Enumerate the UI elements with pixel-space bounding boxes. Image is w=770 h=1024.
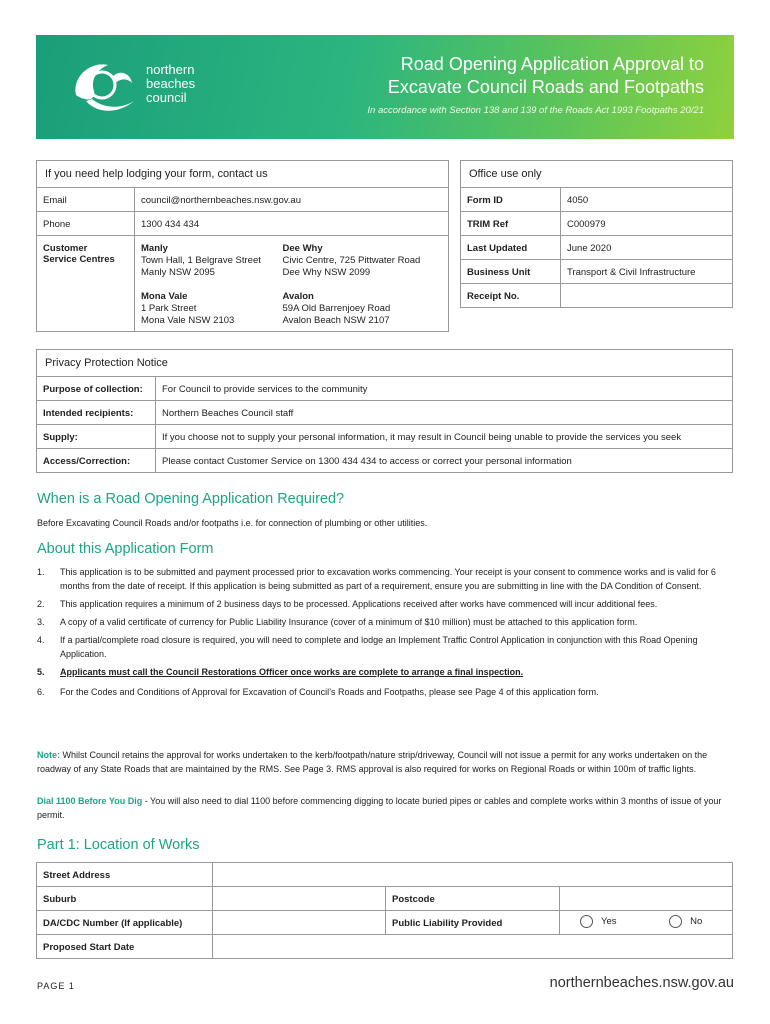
last-updated-value: June 2020 bbox=[561, 236, 733, 260]
help-heading: If you need help lodging your form, contact us bbox=[37, 161, 449, 188]
page-subtitle: In accordance with Section 138 and 139 of the Roads Act 1993 Footpaths 20/21 bbox=[367, 105, 704, 116]
email-label: Email bbox=[37, 188, 135, 212]
page-number: PAGE 1 bbox=[37, 981, 75, 991]
when-text: Before Excavating Council Roads and/or footpaths i.e. for connection of plumbing or other utilities. bbox=[37, 518, 428, 528]
privacy-heading: Privacy Protection Notice bbox=[37, 350, 733, 377]
business-unit-label: Business Unit bbox=[461, 260, 561, 284]
service-centres-right: Dee Why Civic Centre, 725 Pittwater Road Dee Why NSW 2099 Avalon 59A Old Barrenjoey Road Avalon Beach NSW 2107 bbox=[277, 236, 449, 332]
da-cdc-label: DA/CDC Number (If applicable) bbox=[37, 911, 213, 935]
yes-radio[interactable] bbox=[580, 915, 593, 928]
postcode-label: Postcode bbox=[386, 887, 560, 911]
list-item: 5. Applicants must call the Council Restorations Officer once works are complete to arrange a final inspection. bbox=[37, 667, 524, 677]
trim-ref-value: C000979 bbox=[561, 212, 733, 236]
public-liability-options bbox=[560, 911, 733, 935]
about-heading: About this Application Form bbox=[37, 541, 214, 557]
phone-label: Phone bbox=[37, 212, 135, 236]
list-item: 2. This application requires a minimum of 2 business days to be processed. Applications received after works have commenced will incur additional fees. bbox=[37, 599, 658, 609]
receipt-no-field[interactable] bbox=[561, 284, 733, 308]
privacy-recipients-value: Northern Beaches Council staff bbox=[156, 401, 733, 425]
part1-heading: Part 1: Location of Works bbox=[37, 837, 200, 853]
list-item: 4. If a partial/complete road closure is required, you will need to complete and lodge an Implement Traffic Control Application in conjunction with this Road Opening Application. bbox=[37, 635, 698, 659]
start-date-label: Proposed Start Date bbox=[37, 935, 213, 959]
service-centres-left: Manly Town Hall, 1 Belgrave Street Manly NSW 2095 Mona Vale 1 Park Street Mona Vale NSW 2103 bbox=[135, 236, 277, 332]
suburb-input[interactable] bbox=[213, 887, 386, 911]
location-of-works-table bbox=[36, 862, 733, 959]
form-id-label: Form ID bbox=[461, 188, 561, 212]
office-use-table bbox=[460, 160, 733, 308]
yes-option[interactable]: Yes bbox=[580, 916, 617, 927]
privacy-access-value: Please contact Customer Service on 1300 434 434 to access or correct your personal information bbox=[156, 449, 733, 473]
about-list bbox=[37, 565, 737, 703]
postcode-input[interactable] bbox=[560, 887, 733, 911]
privacy-purpose-label: Purpose of collection: bbox=[37, 377, 156, 401]
list-item: 6. For the Codes and Conditions of Approval for Excavation of Council’s Roads and Footpaths, please see Page 4 of this application form. bbox=[37, 687, 599, 697]
no-option[interactable]: No bbox=[669, 916, 702, 927]
privacy-purpose-value: For Council to provide services to the community bbox=[156, 377, 733, 401]
list-item: 3. A copy of a valid certificate of currency for Public Liability Insurance (cover of a minimum of $10 million) must be attached to this application form. bbox=[37, 617, 638, 627]
when-heading: When is a Road Opening Application Required? bbox=[37, 491, 345, 507]
header-banner bbox=[36, 35, 734, 139]
public-liability-label: Public Liability Provided bbox=[386, 911, 560, 935]
da-cdc-input[interactable] bbox=[213, 911, 386, 935]
council-logo-icon bbox=[68, 57, 138, 119]
start-date-input[interactable] bbox=[213, 935, 733, 959]
help-contact-table bbox=[36, 160, 449, 332]
dial-paragraph: Dial 1100 Before You Dig - You will also need to dial 1100 before commencing digging to locate buried pipes or cables and complete works within 3 months of issue of your permit. bbox=[37, 796, 722, 820]
trim-ref-label: TRIM Ref bbox=[461, 212, 561, 236]
suburb-label: Suburb bbox=[37, 887, 213, 911]
privacy-recipients-label: Intended recipients: bbox=[37, 401, 156, 425]
street-address-input[interactable] bbox=[213, 863, 733, 887]
website-link[interactable]: northernbeaches.nsw.gov.au bbox=[549, 975, 734, 991]
receipt-no-label: Receipt No. bbox=[461, 284, 561, 308]
phone-value[interactable]: 1300 434 434 bbox=[135, 212, 449, 236]
privacy-supply-value: If you choose not to supply your personal information, it may result in Council being unable to provide the services you seek bbox=[156, 425, 733, 449]
street-address-label: Street Address bbox=[37, 863, 213, 887]
service-centres-label: Customer Service Centres bbox=[37, 236, 135, 332]
email-value[interactable]: council@northernbeaches.nsw.gov.au bbox=[135, 188, 449, 212]
office-heading: Office use only bbox=[461, 161, 733, 188]
note-paragraph: Note: Whilst Council retains the approval for works undertaken to the kerb/footpath/nature strip/driveway, Council will not issue a permit for any works undertaken on the roadway of any State Roads that are maintained by the RMS. See Page 3. RMS approval is also required for works on Regional Roads or within 100m of traffic lights. bbox=[37, 750, 708, 774]
no-radio[interactable] bbox=[669, 915, 682, 928]
form-id-value: 4050 bbox=[561, 188, 733, 212]
last-updated-label: Last Updated bbox=[461, 236, 561, 260]
privacy-access-label: Access/Correction: bbox=[37, 449, 156, 473]
page-title: Road Opening Application Approval to Excavate Council Roads and Footpaths bbox=[387, 54, 704, 97]
list-item: 1. This application is to be submitted and payment processed prior to excavation works commencing. Your receipt is your consent to commence works and is valid for 6 months from the date of receipt. If this application is being submitted as part of a requirement, ensure you are submitting in line with the DA Condition of Consent. bbox=[37, 567, 716, 591]
business-unit-value: Transport & Civil Infrastructure bbox=[561, 260, 733, 284]
privacy-supply-label: Supply: bbox=[37, 425, 156, 449]
council-logo-text: northern beaches council bbox=[146, 62, 196, 105]
privacy-notice-table bbox=[36, 349, 733, 473]
